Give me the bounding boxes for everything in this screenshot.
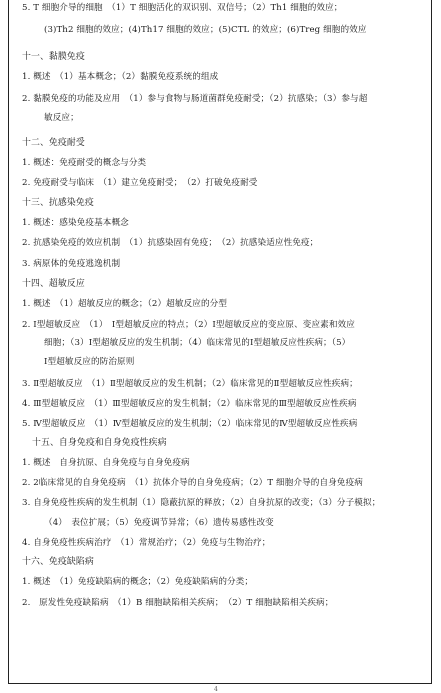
item-t-cell-mediated-cont: (3)Th2 细胞的效应；(4)Th17 细胞的效应；(5)CTL 的效应；(6)Treg 细胞的效应 — [44, 25, 367, 35]
item-overview: 1. 概述 （1）基本概念；（2）黏膜免疫系统的组成 — [22, 72, 219, 82]
section-heading-autoimmunity: 十五、自身免疫和自身免疫性疾病 — [32, 438, 167, 448]
item-tolerance-clinical: 2. 免疫耐受与临床 （1）建立免疫耐受； （2）打破免疫耐受 — [22, 178, 258, 188]
section-heading-anti-infection: 十三、抗感染免疫 — [22, 198, 94, 208]
item-overview: 1. 概述 自身抗原、自身免疫与自身免疫病 — [22, 458, 190, 468]
item-overview: 1. 概述 （1）免疫缺陷病的概念；（2）免疫缺陷病的分类； — [22, 577, 254, 587]
item-autoimmune-mechanism: 3. 自身免疫性疾病的发生机制（1）隐蔽抗原的释放；（2）自身抗原的改变；（3）分子模拟； — [22, 498, 381, 508]
item-common-autoimmune: 2. 2临床常见的自身免疫病 （1）抗体介导的自身免疫病；（2）T 细胞介导的自身免疫病 — [22, 478, 363, 488]
item-autoimmune-mechanism-cont: （4） 表位扩展；（5）免疫调节异常；（6）遗传易感性改变 — [44, 518, 274, 528]
item-overview: 1. 概述 （1）超敏反应的概念；（2）超敏反应的分型 — [22, 299, 228, 309]
section-heading-immune-tolerance: 十二、免疫耐受 — [22, 138, 85, 148]
item-overview: 1. 概述：感染免疫基本概念 — [22, 218, 129, 228]
item-mucosal-function-cont: 敏反应； — [44, 113, 79, 123]
item-type-3: 4. Ⅲ型超敏反应 （1）Ⅲ型超敏反应的发生机制；（2）临床常见的Ⅲ型超敏反应性疾病 — [22, 399, 357, 409]
item-immune-evasion: 3. 病原体的免疫逃逸机制 — [22, 259, 121, 269]
item-type-2: 3. Ⅱ型超敏反应 （1）Ⅱ型超敏反应的发生机制；（2）临床常见的Ⅱ型超敏反应性疾病； — [22, 379, 358, 389]
item-type-1-cont: 细胞；（3）Ⅰ型超敏反应的发生机制；（4）临床常见的Ⅰ型超敏反应性疾病；（5） — [44, 338, 351, 348]
item-overview: 1. 概述：免疫耐受的概念与分类 — [22, 158, 147, 168]
section-heading-immunodeficiency: 十六、免疫缺陷病 — [22, 557, 94, 567]
item-primary-immunodeficiency: 2. 原发性免疫缺陷病 （1）B 细胞缺陷相关疾病； （2）T 细胞缺陷相关疾病； — [22, 598, 334, 608]
section-heading-hypersensitivity: 十四、超敏反应 — [22, 279, 85, 289]
item-autoimmune-treatment: 4. 自身免疫性疾病治疗 （1）常规治疗；（2）免疫与生物治疗； — [22, 538, 271, 548]
item-effector-mechanism: 2. 抗感染免疫的效应机制 （1）抗感染固有免疫； （2）抗感染适应性免疫； — [22, 238, 319, 248]
item-type-1: 2. Ⅰ型超敏反应 （1） Ⅰ型超敏反应的特点；（2）Ⅰ型超敏反应的变应原、变应素和效应 — [22, 320, 355, 330]
item-type-1-cont: Ⅰ型超敏反应的防治原则 — [44, 357, 135, 367]
item-type-4: 5. Ⅳ型超敏反应 （1）Ⅳ型超敏反应的发生机制；（2）临床常见的Ⅳ型超敏反应性疾病 — [22, 419, 358, 429]
item-t-cell-mediated: 5. T 细胞介导的细胞 （1）T 细胞活化的双识别、双信号；（2）Th1 细胞的效应； — [22, 3, 343, 13]
section-heading-mucosal-immunity: 十一、黏膜免疫 — [22, 52, 85, 62]
item-mucosal-function: 2. 黏膜免疫的功能及应用 （1）参与食物与肠道菌群免疫耐受；（2）抗感染；（3）参与超 — [22, 94, 368, 104]
page-number: 4 — [214, 686, 218, 693]
